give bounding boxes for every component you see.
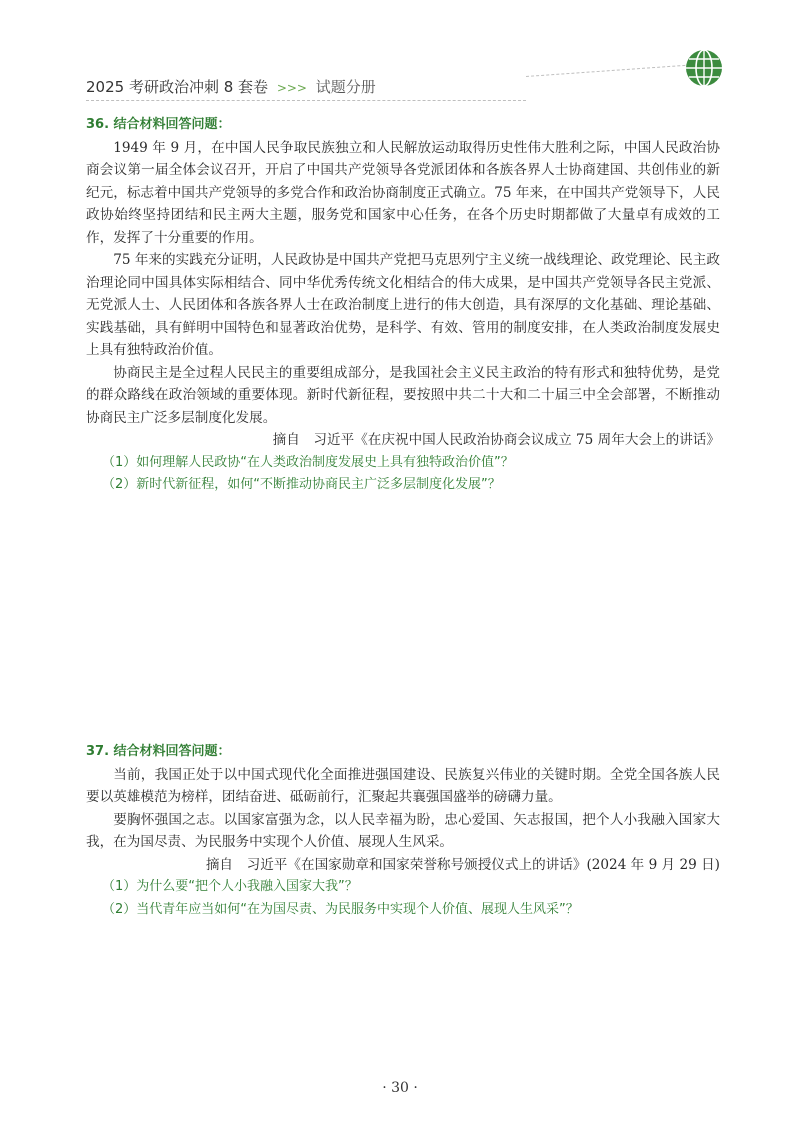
question-36-paragraph-3: 协商民主是全过程人民民主的重要组成部分，是我国社会主义民主政治的特有形式和独特优势，是党的群众路线在政治领域的重要体现。新时代新征程，要按照中共二十大和二十届三中全会部署，不断推动协商民主广泛多层制度化发展。 — [86, 364, 720, 426]
page-header — [86, 66, 726, 106]
question-37-label: 37. 结合材料回答问题： — [86, 744, 231, 759]
question-37 — [86, 741, 720, 921]
question-37-subquestion-1: （1）为什么要“把个人小我融入国家大我”？ — [102, 879, 358, 894]
question-36-subquestion-1: （1）如何理解人民政协“在人类政治制度发展史上具有独特政治价值”？ — [102, 454, 514, 470]
question-37-source: 摘自 习近平《在国家勋章和国家荣誉称号颁授仪式上的讲话》(2024 年 9 月 29 日) — [205, 856, 720, 873]
question-36 — [86, 114, 720, 497]
book-subtitle: 试题分册 — [315, 78, 376, 96]
question-36-subquestion-2: （2）新时代新征程，如何“不断推动协商民主广泛多层制度化发展”？ — [102, 477, 501, 492]
question-36-paragraph-1: 1949 年 9 月，在中国人民争取民族独立和人民解放运动取得历史性伟大胜利之际，中国人民政治协商会议第一届全体会议召开，开启了中国共产党领导各党派团体和各族各界人士协商建国、共创伟业的新纪元，标志着中国共产党领导的多党合作和政治协商制度正式确立。75 年来，在中国共产党领导下，人民政协始终坚持团结和民主两大主题，服务党和国家中心任务，在各个历史时期都做了大量卓有成效的工作，发挥了十分重要的作用。 — [86, 139, 720, 246]
book-title: 2025 考研政治冲刺 8 套卷 — [86, 78, 269, 96]
page-number: · 30 · — [382, 1080, 418, 1096]
header-divider — [86, 100, 526, 101]
question-37-paragraph-1: 当前，我国正处于以中国式现代化全面推进强国建设、民族复兴伟业的关键时期。全党全国各族人民要以英雄模范为榜样，团结奋进、砥砺前行，汇聚起共襄强国盛举的磅礴力量。 — [86, 766, 720, 805]
globe-icon — [684, 48, 724, 88]
question-36-label: 36. 结合材料回答问题： — [86, 117, 231, 132]
question-37-paragraph-2: 要胸怀强国之志。以国家富强为念，以人民幸福为盼，忠心爱国、矢志报国，把个人小我融入国家大我，在为国尽责、为民服务中实现个人价值、展现人生风采。 — [86, 811, 720, 850]
question-36-source: 摘自 习近平《在庆祝中国人民政治协商会议成立 75 周年大会上的讲话》 — [272, 432, 720, 448]
question-37-subquestion-2: （2）当代青年应当如何“在为国尽责、为民服务中实现个人价值、展现人生风采”？ — [102, 901, 579, 917]
header-arrows: >>> — [276, 81, 307, 95]
question-36-paragraph-2: 75 年来的实践充分证明，人民政协是中国共产党把马克思列宁主义统一战线理论、政党理论、民主政治理论同中国具体实际相结合、同中华优秀传统文化相结合的伟大成果，是中国共产党领导各民主党派、无党派人士、人民团体和各族各界人士在政治制度上进行的伟大创造，具有深厚的文化基础、理论基础、实践基础，具有鲜明中国特色和显著政治优势，是科学、有效、管用的制度安排，在人类政治制度发展史上具有独特政治价值。 — [86, 252, 720, 358]
header-title-row — [86, 76, 376, 97]
